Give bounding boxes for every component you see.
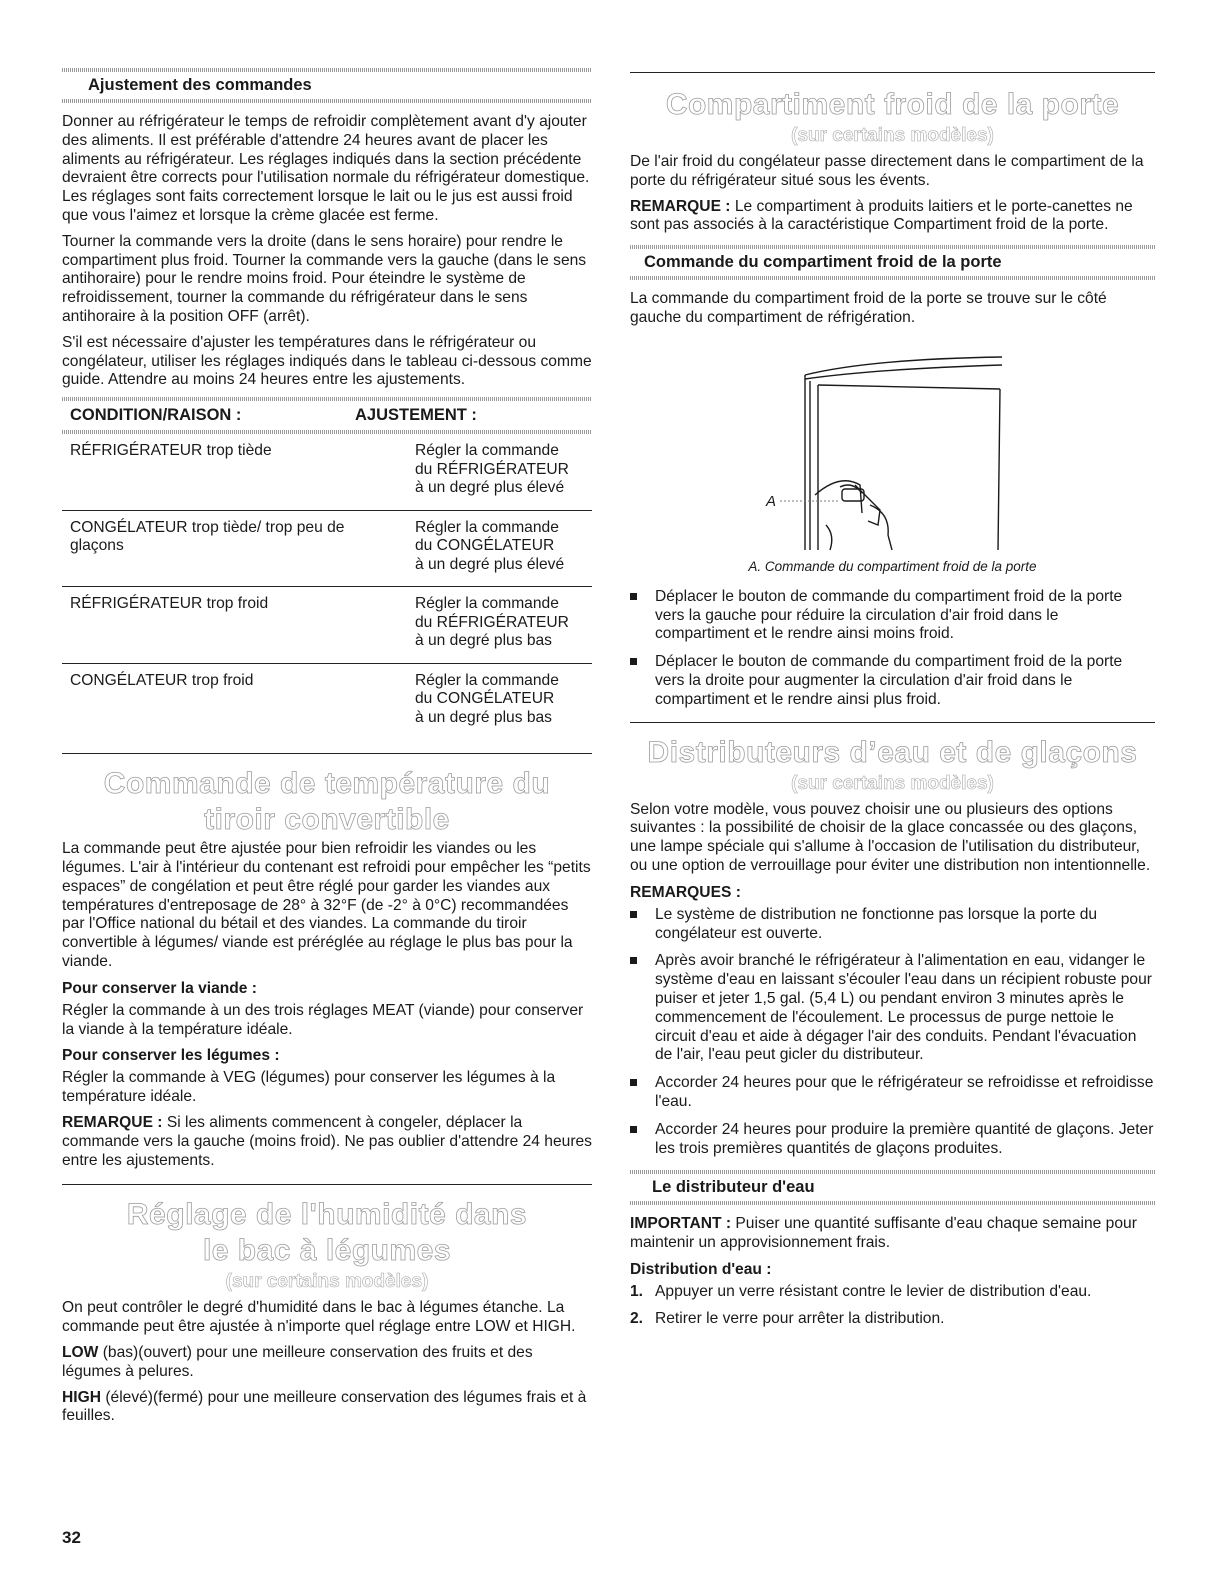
adjustment-line: du CONGÉLATEUR — [415, 537, 555, 555]
table-cell-adjustment — [415, 587, 592, 664]
list-item — [630, 1310, 1155, 1329]
remarque-label: REMARQUE : — [630, 197, 731, 215]
section-rule — [62, 1184, 592, 1185]
paragraph: Selon votre modèle, vous pouvez choisir une ou plusieurs des options suivantes : la possibilité de choisir de la glace concassée ou des glaçons, une lampe spéciale qui s'allume à l'occasion de l'utilisation du distributeur, ou une option de verrouillage pour éviter une distribution non intentionnelle. — [630, 800, 1151, 874]
section-heading-ajustement: Ajustement des commandes — [88, 76, 312, 94]
remarque-label: REMARQUE : — [62, 1113, 163, 1131]
high-text: (élevé)(fermé) pour une meilleure conservation des légumes frais et à feuilles. — [62, 1388, 587, 1425]
distributeurs-bullet-list — [630, 906, 1155, 1159]
remarques-label: REMARQUES : — [630, 883, 741, 901]
dotted-rule — [630, 1201, 1155, 1205]
adjustment-line: à un degré plus bas — [415, 632, 552, 650]
high-paragraph — [62, 1389, 592, 1427]
adjustment-line: du CONGÉLATEUR — [415, 690, 555, 708]
table-header-adjustment: AJUSTEMENT : — [355, 406, 477, 425]
left-column — [62, 68, 592, 1433]
section-title-porte: Compartiment froid de la porte — [665, 88, 1120, 121]
distribution-steps — [630, 1283, 1155, 1329]
adjustment-line: Régler la commande — [415, 518, 559, 536]
important-text: Puiser une quantité suffisante d'eau chaque semaine pour maintenir un approvisionnement frais. — [630, 1215, 1137, 1252]
adjustment-line: Régler la commande — [415, 671, 559, 689]
list-item: Déplacer le bouton de commande du compartiment froid de la porte vers la gauche pour réduire la circulation d'air froid dans le compartiment et le rendre ainsi moins froid. — [630, 588, 1155, 644]
table-row — [62, 510, 592, 587]
low-paragraph — [62, 1344, 592, 1382]
table-cell-condition: CONGÉLATEUR trop tiède/ trop peu de glaçons — [62, 510, 415, 587]
table-cell-adjustment — [415, 663, 592, 739]
paragraph: S'il est nécessaire d'ajuster les températures dans le réfrigérateur ou congélateur, utiliser les réglages indiqués dans le tableau ci-dessous comme guide. Attendre au moins 24 heures entre les ajustements. — [62, 333, 592, 389]
adjustment-line: à un degré plus élevé — [415, 479, 565, 497]
list-item: Déplacer le bouton de commande du compartiment froid de la porte vers la droite pour augmenter la circulation d'air froid dans le compartiment et le rendre ainsi plus froid. — [630, 653, 1155, 709]
paragraph: Donner au réfrigérateur le temps de refroidir complètement avant d'y ajouter des aliments. Il est préférable d'attendre 24 heures avant de placer les aliments au réfrigérateur. Les réglages indiqués dans la section précédente devraient être corrects pour l'utilisation normale du réfrigérateur domestique. Les réglages sont faits correctement lorsque le lait ou le jus est aussi froid que vous l'aimez et lorsque la crème glacée est ferme. — [62, 113, 590, 224]
section-title-distributeurs: Distributeurs d’eau et de glaçons — [647, 735, 1138, 769]
adjustment-line: Régler la commande — [415, 595, 559, 613]
paragraph: De l'air froid du congélateur passe directement dans le compartiment de la porte du réfrigérateur situé sous les évents. — [630, 153, 1144, 189]
adjustment-line: à un degré plus élevé — [415, 555, 565, 573]
adjustment-table — [62, 397, 592, 739]
high-label: HIGH — [62, 1388, 101, 1406]
label-viande: Pour conserver la viande : — [62, 979, 257, 997]
table-cell-adjustment — [415, 510, 592, 587]
list-item: Accorder 24 heures pour que le réfrigérateur se refroidisse et refroidisse l'eau. — [630, 1074, 1155, 1112]
paragraph: La commande peut être ajustée pour bien refroidir les viandes ou les légumes. L'air à l'intérieur du contenant est refroidi pour empêcher les “petits espaces” de congélation et peut être réglé pour garder les viandes aux températures d'entreposage de 28° à 32°F (de -2° à 0°C) recommandées par l'Office national du bétail et des viandes. La commande du tiroir convertible à légumes/ viande est préréglée au réglage le plus bas pour la viande. — [62, 840, 591, 970]
remarque-paragraph — [630, 198, 1155, 236]
right-column — [630, 72, 1155, 1337]
section-subtitle: (sur certains modèles) — [791, 125, 994, 146]
remarque-text: Si les aliments commencent à congeler, déplacer la commande vers la gauche (moins froid). Ne pas oublier d'attendre 24 heures entre les ajustements. — [62, 1113, 592, 1169]
paragraph: Régler la commande à un des trois réglages MEAT (viande) pour conserver la viande à la température idéale. — [62, 1001, 584, 1038]
table-cell-condition: CONGÉLATEUR trop froid — [70, 671, 254, 689]
door-control-illustration — [630, 335, 1155, 555]
step-text: Retirer le verre pour arrêter la distribution. — [655, 1309, 945, 1327]
figure-caption: A. Commande du compartiment froid de la porte — [748, 558, 1037, 574]
adjustment-line: du RÉFRIGÉRATEUR — [415, 460, 569, 478]
table-row — [62, 587, 592, 664]
list-item: Après avoir branché le réfrigérateur à l'alimentation en eau, vidanger le système d'eau en laissant s'écouler l'eau dans un récipient robuste pour puiser et jeter 1,5 gal. (5,4 L) ou pendant environ 3 minutes après le commencement de l'écoulement. Le processus de purge nettoie le circuit d'eau et aide à dégager l'air des conduits. Pendant l'évacuation de l'air, l'eau peut gicler du distributeur. — [630, 952, 1155, 1065]
paragraph: Tourner la commande vers la droite (dans le sens horaire) pour rendre le compartiment plus froid. Tourner la commande vers la gauche (dans le sens antihoraire) pour le rendre moins froid. Pour éteindre le système de refroidissement, tourner la commande du réfrigérateur dans le sens antihoraire à la position OFF (arrêt). — [62, 232, 587, 325]
porte-bullet-list — [630, 588, 1155, 710]
dotted-rule — [630, 276, 1155, 280]
table-cell-adjustment — [415, 434, 592, 510]
important-label: IMPORTANT : — [630, 1215, 732, 1233]
section-subtitle: (sur certains modèles) — [225, 1271, 429, 1293]
section-rule — [62, 753, 592, 754]
table-header — [62, 401, 592, 430]
section-rule — [630, 722, 1155, 723]
table-cell-condition: RÉFRIGÉRATEUR trop froid — [62, 587, 415, 664]
paragraph: On peut contrôler le degré d'humidité dans le bac à légumes étanche. La commande peut être ajustée à n'importe quel réglage entre LOW et HIGH. — [62, 1299, 576, 1336]
section-heading-distributeur-eau: Le distributeur d'eau — [652, 1178, 815, 1197]
page-number: 32 — [62, 1528, 81, 1547]
paragraph: Régler la commande à VEG (légumes) pour conserver les légumes à la température idéale. — [62, 1069, 556, 1106]
adjustment-line: du RÉFRIGÉRATEUR — [415, 613, 569, 631]
table-row — [62, 663, 592, 739]
dotted-rule — [62, 99, 592, 103]
list-item — [630, 1283, 1155, 1302]
table-cell-condition: RÉFRIGÉRATEUR trop tiède — [62, 434, 415, 510]
list-item: Accorder 24 heures pour produire la première quantité de glaçons. Jeter les trois premières quantités de glaçons produites. — [630, 1121, 1155, 1159]
section-heading-commande-porte: Commande du compartiment froid de la porte — [644, 253, 1002, 272]
section-rule — [630, 72, 1155, 73]
section-subtitle: (sur certains modèles) — [791, 772, 994, 794]
section-title-humidite: Réglage de l'humidité dans le bac à légumes — [126, 1198, 528, 1268]
section-title-tiroir: Commande de température du tiroir convertible — [103, 767, 551, 837]
adjustment-line: à un degré plus bas — [415, 708, 552, 726]
remarque-text: Le compartiment à produits laitiers et le porte-canettes ne sont pas associés à la caractéristique Compartiment froid de la porte. — [630, 197, 1133, 234]
figure-label-a: A — [766, 492, 777, 510]
important-paragraph — [630, 1215, 1155, 1253]
adjustment-line: Régler la commande — [415, 442, 559, 460]
table-row — [62, 434, 592, 510]
door-control-figure — [630, 335, 1155, 555]
label-legumes: Pour conserver les légumes : — [62, 1047, 280, 1065]
low-text: (bas)(ouvert) pour une meilleure conservation des fruits et des légumes à pelures. — [62, 1343, 533, 1380]
step-text: Appuyer un verre résistant contre le levier de distribution d'eau. — [655, 1282, 1092, 1300]
low-label: LOW — [62, 1343, 99, 1361]
paragraph: La commande du compartiment froid de la porte se trouve sur le côté gauche du compartiment de réfrigération. — [630, 290, 1107, 326]
table-header-condition: CONDITION/RAISON : — [70, 406, 242, 425]
step-number: 2. — [630, 1309, 644, 1327]
remarque-paragraph — [62, 1114, 592, 1170]
list-item: Le système de distribution ne fonctionne pas lorsque la porte du congélateur est ouverte. — [630, 906, 1155, 944]
step-number: 1. — [630, 1282, 644, 1300]
distribution-label: Distribution d'eau : — [630, 1260, 772, 1278]
